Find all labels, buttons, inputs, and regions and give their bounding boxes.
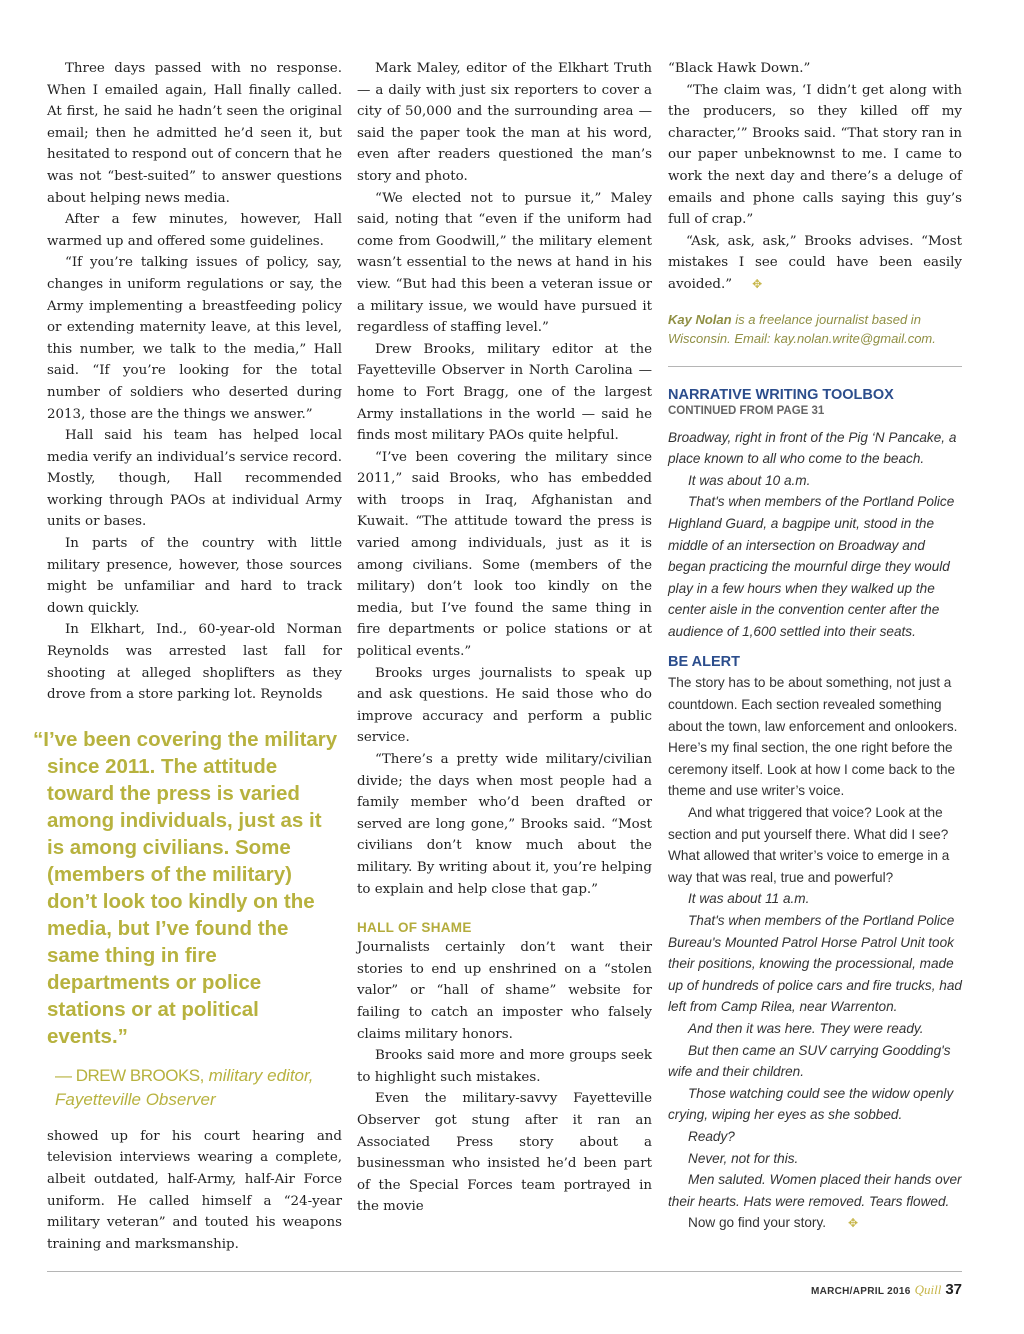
paragraph: In Elkhart, Ind., 60-year-old Norman Reynolds was arrested last fall for shooting at alleged shoplifters as they drove from a store parking lot. Reynolds (47, 622, 342, 703)
paragraph: “There’s a pretty wide military/civilian divide; the days when most people had a family member who’d been drafted or served are long gone,” Brooks said. “Most civilians don’t know much about the military. By writing about it, you’re helping to explain and help close that gap.” (357, 752, 652, 897)
pull-quote: “I’ve been covering the military since 2011. The attitude toward the press is varied among individuals, just as it is among civilians. Some (members of the military) don’t look too kindly on the media, but I’ve found the same thing in fire departments or police stations or at political events.” (33, 727, 338, 1048)
paragraph: Brooks said more and more groups seek to highlight such mistakes. (357, 1048, 652, 1085)
paragraph: It was about 11 a.m. (688, 891, 810, 907)
paragraph: Broadway, right in front of the Pig ‘N Pancake, a place known to all who come to the beach. (668, 429, 957, 467)
page-folio (811, 1281, 962, 1299)
paragraph: Hall said his team has helped local media verify an individual’s service record. Mostly, though, Hall recommended working through PAOs at individual Army units or bases. (47, 428, 342, 530)
paragraph: The story has to be about something, not just a countdown. Each section revealed something about the town, law enforcement and onlookers. Here’s my final section, the one right before the ceremony itself. Look at how I come back to the theme and use writer’s voice. (668, 675, 958, 799)
paragraph: Drew Brooks, military editor at the Fayetteville Observer in North Carolina — home to Fort Bragg, one of the largest Army installations in the world — said he finds most military PAOs quite helpful. (357, 341, 652, 444)
paragraph (668, 231, 962, 296)
author-bio (668, 310, 962, 348)
paragraph: Men saluted. Women placed their hands over their hearts. Hats were removed. Tears flowed. (668, 1172, 962, 1209)
issue-date: MARCH/APRIL 2016 (810, 1286, 911, 1297)
paragraph: Three days passed with no response. When I emailed again, Hall finally called. At first, he said he hadn’t seen the original email; then he admitted he’d seen it, but hesitated to respond out of concern that he was not “best-suited” to answer questions about helping news media. (47, 61, 342, 206)
paragraph-text: “Ask, ask, ask,” Brooks advises. “Most mistakes I see could have been easily avoided.” (668, 233, 962, 292)
column-2 (357, 58, 652, 1218)
pull-quote-title: military editor, Fayetteville Observer (55, 1065, 314, 1109)
divider (668, 366, 962, 367)
paragraph: Never, not for this. (688, 1150, 799, 1166)
paragraph (668, 1212, 962, 1235)
paragraph: “We elected not to pursue it,” Maley said, noting that “even if the uniform had come from Goodwill,” the military element wasn’t essential to the news at hand in his view. “But had this been a veteran issue or a military issue, we would have pursued it regardless of staffing level.” (357, 190, 652, 336)
section-heading: BE ALERT (668, 654, 740, 671)
paragraph-text: Now go find your story. (688, 1215, 827, 1231)
quill-diamond-icon: ✥ (848, 1216, 859, 1231)
paragraph: It was about 10 a.m. (688, 472, 811, 488)
author-bio-text: is a freelance journalist based in Wisconsin. Email: kay.nolan.write@gmail.com. (668, 311, 936, 346)
paragraph: “If you’re talking issues of policy, say, changes in uniform regulations or say, the Army implementing a breastfeeding policy or extending maternity leave, at this level, this number, we talk to the media,” Hall said. “If you’re looking for the total number of soldiers who deserted during 2013, those are the things we answer.” (47, 255, 342, 422)
quill-diamond-icon: ✥ (752, 276, 763, 291)
paragraph: showed up for his court hearing and television interviews wearing a complete, albeit outdated, half-Army, half-Air Force uniform. He called himself a “24-year military veteran” and touted his weapons training and marksmanship. (47, 1128, 342, 1252)
paragraph: That's when members of the Portland Police Highland Guard, a bagpipe unit, stood in the middle of an intersection on Broadway and began practicing the mournful dirge they would play in a few hours when they walked up the center aisle in the convention center after the audience of 1,600 settled into their seats. (668, 494, 955, 639)
toolbox-title: NARRATIVE WRITING TOOLBOX (668, 386, 894, 403)
page-number: 37 (945, 1281, 962, 1298)
magazine-name: Quill (914, 1282, 942, 1297)
pull-quote-name: — DREW BROOKS, (55, 1065, 204, 1085)
paragraph: In parts of the country with little military presence, however, those sources might be unfamiliar and hard to track down quickly. (47, 536, 342, 616)
toolbox-continued: CONTINUED FROM PAGE 31 (668, 404, 825, 417)
paragraph: But then came an SUV carrying Goodding's wife and their children. (668, 1042, 951, 1080)
paragraph: Those watching could see the widow openly crying, wiping her eyes as she sobbed. (668, 1085, 954, 1123)
paragraph: And then it was here. They were ready. (688, 1020, 924, 1036)
paragraph: And what triggered that voice? Look at the section and put yourself there. What did I see? What allowed that writer’s voice to emerge in a way that was real, true and powerful? (668, 805, 950, 885)
author-name: Kay Nolan (668, 311, 732, 327)
paragraph: That's when members of the Portland Police Bureau's Mounted Patrol Horse Patrol Unit took their positions, knowing the processional, made up of hundreds of police cars and fire trucks, had left from Camp Rilea, near Warrenton. (668, 913, 962, 1015)
paragraph: Mark Maley, editor of the Elkhart Truth — a daily with just six reporters to cover a city of 50,000 and the surrounding area — said the paper took the man at his word, even after readers questioned the man’s story and photo. (357, 61, 652, 184)
section-heading: HALL OF SHAME (357, 920, 472, 936)
pull-quote-attribution (55, 1064, 342, 1112)
paragraph: Brooks urges journalists to speak up and ask questions. He said those who do improve accuracy and perform a public service. (357, 665, 652, 746)
paragraph: Even the military-savvy Fayetteville Observer got stung after it ran an Associated Press story about a businessman who insisted he’d been part of the Special Forces team portrayed in the movie (357, 1091, 652, 1215)
column-1 (33, 58, 342, 1255)
footer-divider (47, 1271, 962, 1272)
paragraph: Ready? (688, 1128, 735, 1144)
paragraph: After a few minutes, however, Hall warmed up and offered some guidelines. (47, 212, 342, 249)
paragraph: Journalists certainly don’t want their stories to end up enshrined on a “stolen valor” or “hall of shame” website for failing to catch an imposter who falsely claims military honors. (357, 940, 652, 1042)
column-3 (668, 58, 962, 1235)
paragraph: “I’ve been covering the military since 2011,” said Brooks, who has embedded with troops in Iraq, Afghanistan and Kuwait. “The attitude toward the press is varied among individuals, just as it is among civilians. Some (members of the military) don’t look too kindly on the media, but I’ve found the same thing in fire departments or police stations or at political events.” (357, 449, 652, 660)
paragraph: “Black Hawk Down.” (668, 61, 811, 76)
paragraph: “The claim was, ‘I didn’t get along with the producers, so they killed off my character,’” Brooks said. “That story ran in our paper unbeknownst to me. I came to work the next day and there’s a deluge of emails and phone calls saying this guy’s full of crap.” (668, 82, 962, 228)
